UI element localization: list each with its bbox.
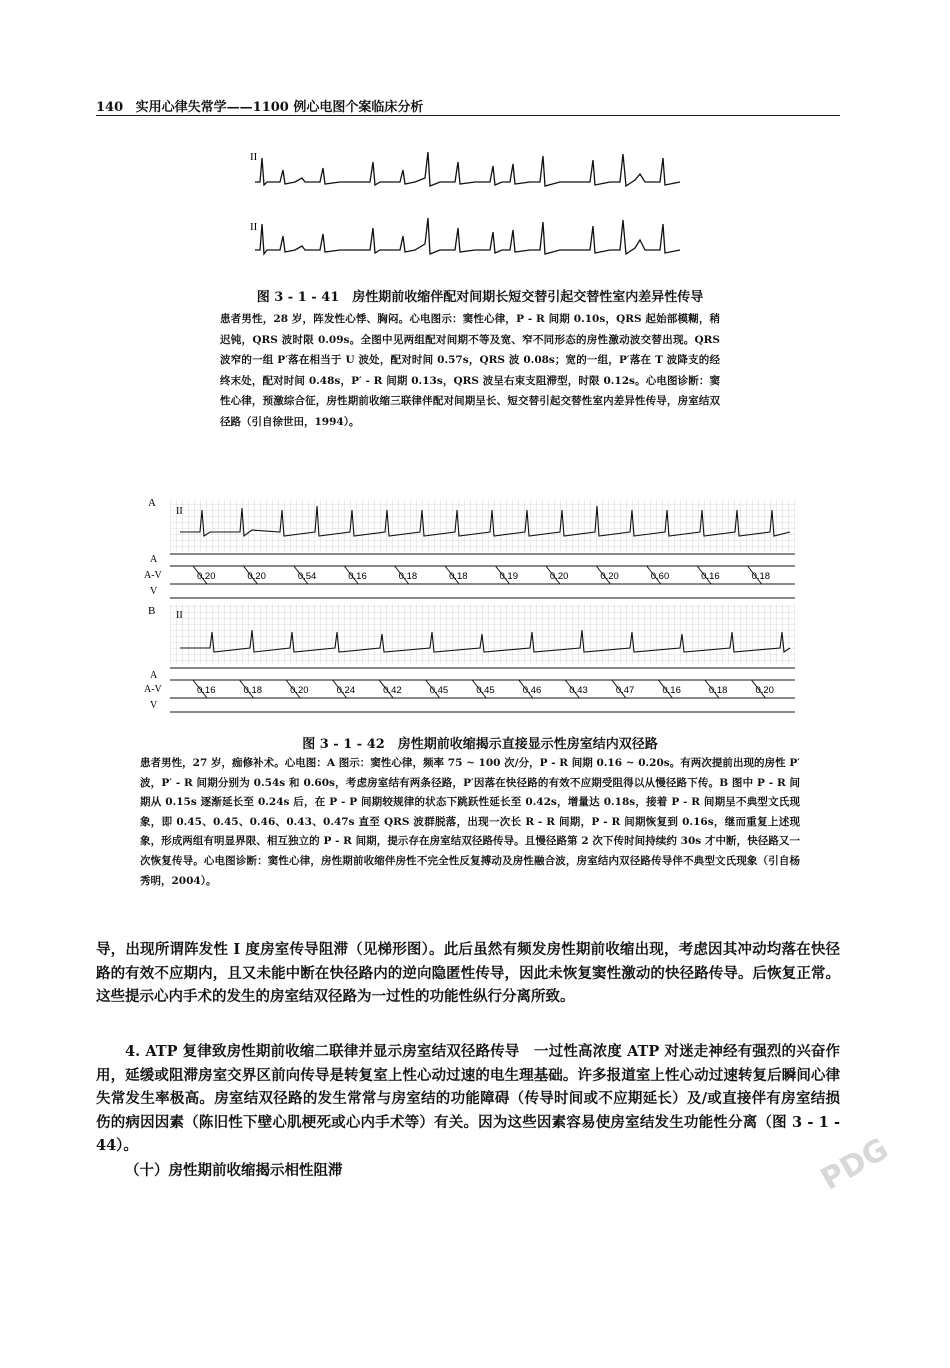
ladder-value: 0.60 (650, 571, 670, 582)
panel-b-lead: II (176, 610, 183, 621)
ladder-value: 0.18 (449, 571, 468, 582)
ladder-b-label-a: A (150, 670, 158, 681)
ladder-value: 0.47 (615, 685, 635, 696)
ladder-value: 0.18 (708, 685, 728, 696)
panel-b-label: B (148, 605, 156, 617)
figure-41-ecg (240, 140, 700, 280)
ladder-b-label-av: A-V (144, 684, 162, 695)
panel-a-lead: II (176, 506, 183, 517)
ladder-value: 0.16 (662, 685, 681, 696)
ladder-value: 0.20 (290, 685, 309, 696)
ladder-value: 0.16 (197, 685, 216, 696)
lead-label-2: II (250, 221, 258, 233)
pdg-watermark: PDG (815, 1131, 895, 1198)
ladder-value: 0.16 (348, 571, 367, 582)
figure-41-caption-body: 患者男性，28 岁，阵发性心悸、胸闷。心电图示：窦性心律，P - R 间期 0.10s，QRS 起始部模糊，稍迟钝，QRS 波时限 0.09s。全图中见两组配对间期不等及宽、窄不同形态的房性激动波交替出现。QRS 波窄的一组 P′落在相当于 U 波处，配对时间 0.57s，QRS 波 0.08s；宽的一组，P′落在 T 波降支的经终末处，配对时间 0.48s，P′ - R 间期 0.13s，QRS 波呈右束支阻滞型，时限 0.12s。心电图诊断：窦性心律，预激综合征，房性期前收缩三联律伴配对间期呈长、短交替引起交替性室内差异性传导，房室结双径路（引自徐世田，1994）。 (220, 313, 720, 428)
panel-a-grid (170, 500, 795, 552)
ladder-value: 0.54 (297, 571, 317, 582)
ladder-value: 0.45 (476, 685, 495, 696)
ladder-a-values (193, 566, 770, 584)
body-paragraph-1: 导，出现所谓阵发性 I 度房室传导阻滞（见梯形图）。此后虽然有频发房性期前收缩出现，考虑因其冲动均落在快径路的有效不应期内，且又未能中断在快径路内的逆向隐匿性传导，因此未恢复窦性激动的快径路传导。后恢复正常。这些提示心内手术的发生的房室结双径路为一过性的功能性纵行分离所致。 (96, 941, 840, 1005)
ladder-a-label-av: A-V (144, 570, 162, 581)
ladder-value: 0.20 (755, 685, 774, 696)
figure-42-caption-title: 图 3 - 1 - 42 房性期前收缩揭示直接显示性房室结内双径路 (302, 737, 658, 752)
ecg-strip-2 (255, 218, 680, 254)
ladder-value: 0.20 (600, 571, 619, 582)
ecg-strip-1 (255, 152, 680, 186)
ladder-value: 0.16 (701, 571, 720, 582)
panel-a-label: A (148, 497, 156, 509)
header-rule (96, 115, 840, 116)
ladder-value: 0.18 (398, 571, 418, 582)
ladder-value: 0.42 (383, 685, 402, 696)
section-heading-10: （十）房性期前收缩揭示相性阻滞 (125, 1162, 343, 1179)
running-header (96, 96, 840, 115)
ladder-b-values (193, 680, 774, 698)
lead-label-1: II (250, 151, 258, 163)
ladder-value: 0.18 (243, 685, 263, 696)
ladder-value: 0.19 (499, 571, 518, 582)
figure-41-caption-title: 图 3 - 1 - 41 房性期前收缩伴配对间期长短交替引起交替性室内差异性传导 (256, 290, 704, 305)
ladder-value: 0.43 (569, 685, 588, 696)
figure-42-ecg (140, 492, 800, 727)
ladder-value: 0.20 (197, 571, 216, 582)
body-paragraph-2: 4. ATP 复律致房性期前收缩二联律并显示房室结双径路传导 一过性高浓度 ATP 对迷走神经有强烈的兴奋作用，延缓或阻滞房室交界区前向传导是转复室上性心动过速的电生理基础。许多报道室上性心动过速转复后瞬间心律失常发生率极高。房室结双径路的发生常常与房室结的功能障碍（传导时间或不应期延长）及/或直接伴有房室结损伤的病因因素（陈旧性下壁心肌梗死或心内手术等）有关。因为这些因素容易使房室结发生功能性分离（图 3 - 1 - 44）。 (96, 1043, 840, 1154)
ladder-value: 0.46 (522, 685, 542, 696)
ladder-value: 0.20 (549, 571, 569, 582)
ladder-value: 0.20 (247, 571, 266, 582)
ladder-b-label-v: V (150, 700, 158, 711)
ladder-value: 0.45 (429, 685, 449, 696)
ladder-value: 0.24 (336, 685, 356, 696)
book-title: 实用心律失常学——1100 例心电图个案临床分析 (135, 100, 424, 115)
ladder-a-label-v: V (150, 586, 158, 597)
figure-42-caption-body: 患者男性，27 岁，痂修补术。心电图：A 图示：窦性心律，频率 75 ~ 100 次/分，P - R 间期 0.16 ~ 0.20s。有两次提前出现的房性 P′波，P′ - R 间期分别为 0.54s 和 0.60s，考虑房室结有两条径路，P′因落在快径路的有效不应期受阻得以从慢径路下传。B 图中 P - R 间期从 0.15s 逐渐延长至 0.24s 后，在 P - P 间期较规律的状态下跳跃性延长至 0.42s，增量达 0.18s，接着 P - R 间期呈不典型文氏现象，即 0.45、0.45、0.46、0.43、0.47s 直至 QRS 波群脱落，出现一次长 R - R 间期，P - R 间期恢复到 0.16s，继而重复上述现象，形成两组有明显界限、相互独立的 P - R 间期，提示存在房室结双径路传导。且慢径路第 2 次下传时间持续约 30s 才中断，快径路又一次恢复传导。心电图诊断：窦性心律，房性期前收缩伴房性不完全性反复搏动及房性融合波，房室结内双径路传导伴不典型文氏现象（引自杨秀明，2004）。 (140, 757, 800, 887)
page-number: 140 (96, 100, 124, 115)
ladder-a-label-a: A (150, 554, 158, 565)
ladder-value: 0.18 (751, 571, 771, 582)
